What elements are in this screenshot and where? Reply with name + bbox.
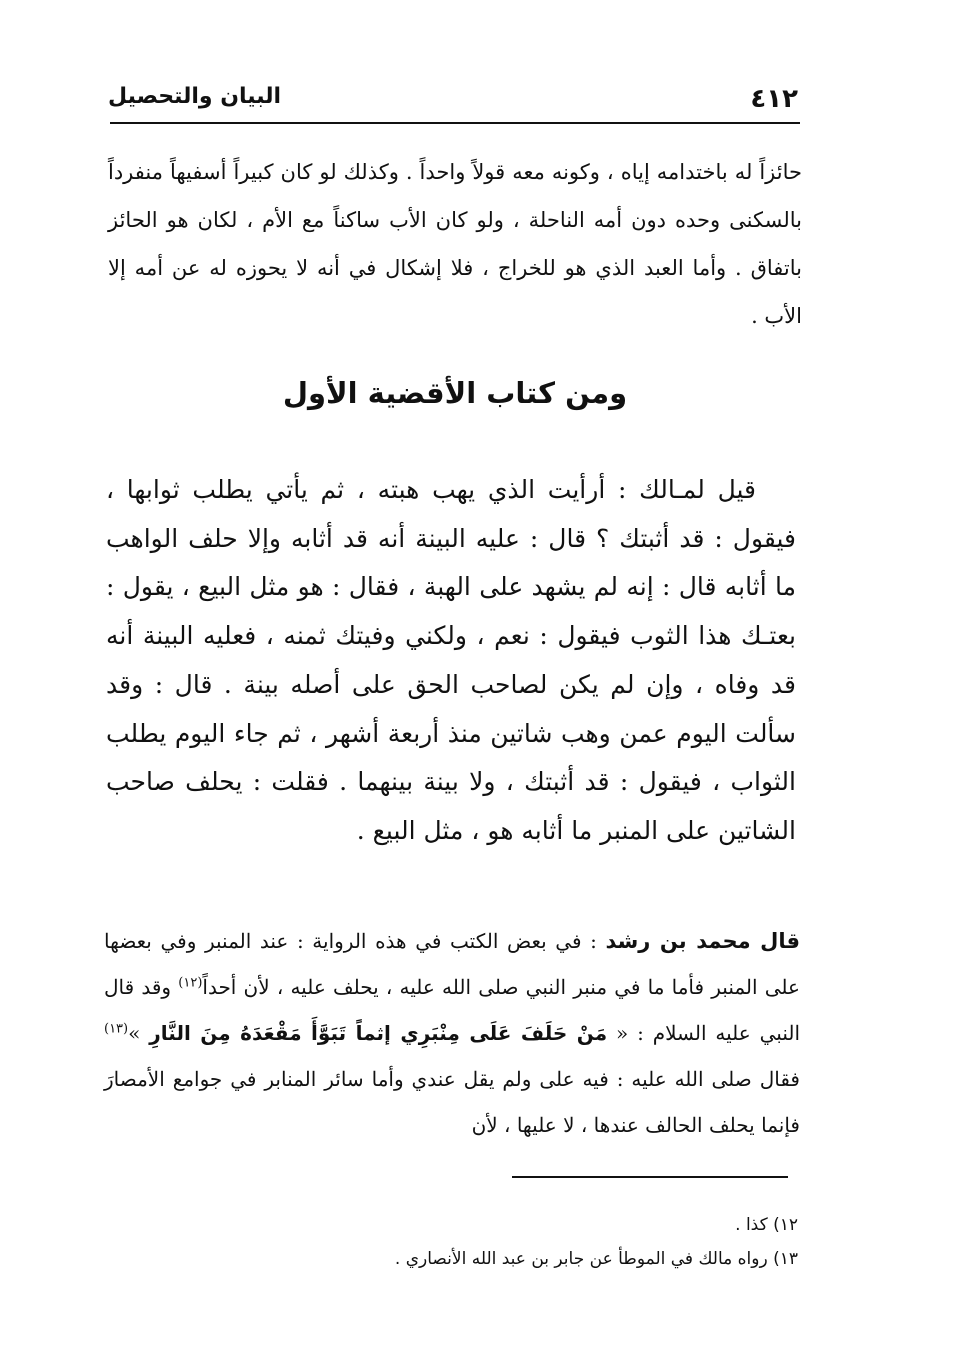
running-header	[108, 82, 798, 118]
hadith-quote: مَنْ حَلَفَ عَلَى مِنْبَرِي إثماً تَبَوَّأَ مَقْعَدَهُ مِنَ النَّارِ	[149, 1021, 608, 1045]
paragraph-question	[106, 466, 796, 856]
section-heading: ومن كتاب الأقضية الأول	[282, 376, 628, 410]
paragraph-commentary	[104, 918, 800, 1148]
commentator-name: قال محمد بن رشد	[605, 929, 800, 953]
page-number: ٤١٢	[750, 84, 798, 114]
footnotes	[108, 1208, 798, 1276]
commentary-text-2: وقد قال النبي عليه السلام : «	[104, 975, 801, 1045]
header-rule	[110, 122, 800, 124]
footnote: ١٣) رواه مالك في الموطأ عن جابر بن عبد الله الأنصاري .	[394, 1249, 798, 1269]
paragraph-question-text: قيل لمـالك : أرأيت الذي يهب هبته ، ثم يأتي يطلب ثوابها ، فيقول : قد أثبتك ؟ قال : عليه البينة أنه قد أثابه وإلا حلف الواهب ما أثابه قال : إنه لم يشهد على الهبة ، فقال : هو مثل البيع ، يقول : بعتـك هذا الثوب فيقول : نعم ، ولكني وفيتك ثمنه ، فعليه البينة أنه قد وفاه ، وإن لم يكن لصاحب الحق على أصله بينة . قال : وقد سألت اليوم عمن وهب شاتين منذ أربعة أشهر ، ثم جاء اليوم يطلب الثواب ، فيقول : قد أثبتك ، ولا بينة بينهما . فقلت : يحلف صاحب الشاتين على المنبر ما أثابه هو ، مثل البيع .	[106, 475, 796, 845]
footnote-reference-13: (١٣)	[104, 1021, 129, 1037]
footnote-reference-12: (١٢)	[178, 975, 203, 991]
footnote: ١٢) كذا .	[735, 1215, 798, 1235]
commentary-text-4: فقال صلى الله عليه : فيه على ولم يقل عندي وأما سائر المنابر في جوامع الأمصارَ فإنما يحلف الحالف عندها ، لا عليها ، لأن	[104, 1067, 800, 1137]
commentary-text-3: »	[128, 1021, 150, 1045]
paragraph-continuation: حائزاً له باختدامه إياه ، وكونه معه قولاً واحداً . وكذلك لو كان كبيراً أسفيهاً منفرداً بالسكنى وحده دون أمه الناحلة ، ولو كان الأب ساكناً مع الأم ، لكان هو الحائز باتفاق . وأما العبد الذي هو للخراج ، فلا إشكال في أنه لا يحوزه له عن أمه إلا الأب .	[108, 160, 802, 328]
commentary-text-1: : في بعض الكتب في هذه الرواية : عند المنبر وفي بعضها على المنبر فأما ما في منبر النبي صلى الله عليه ، يحلف عليه ، لأن أحداً	[104, 929, 800, 999]
book-title: البيان والتحصيل	[108, 84, 282, 109]
footnote-rule	[512, 1176, 788, 1178]
